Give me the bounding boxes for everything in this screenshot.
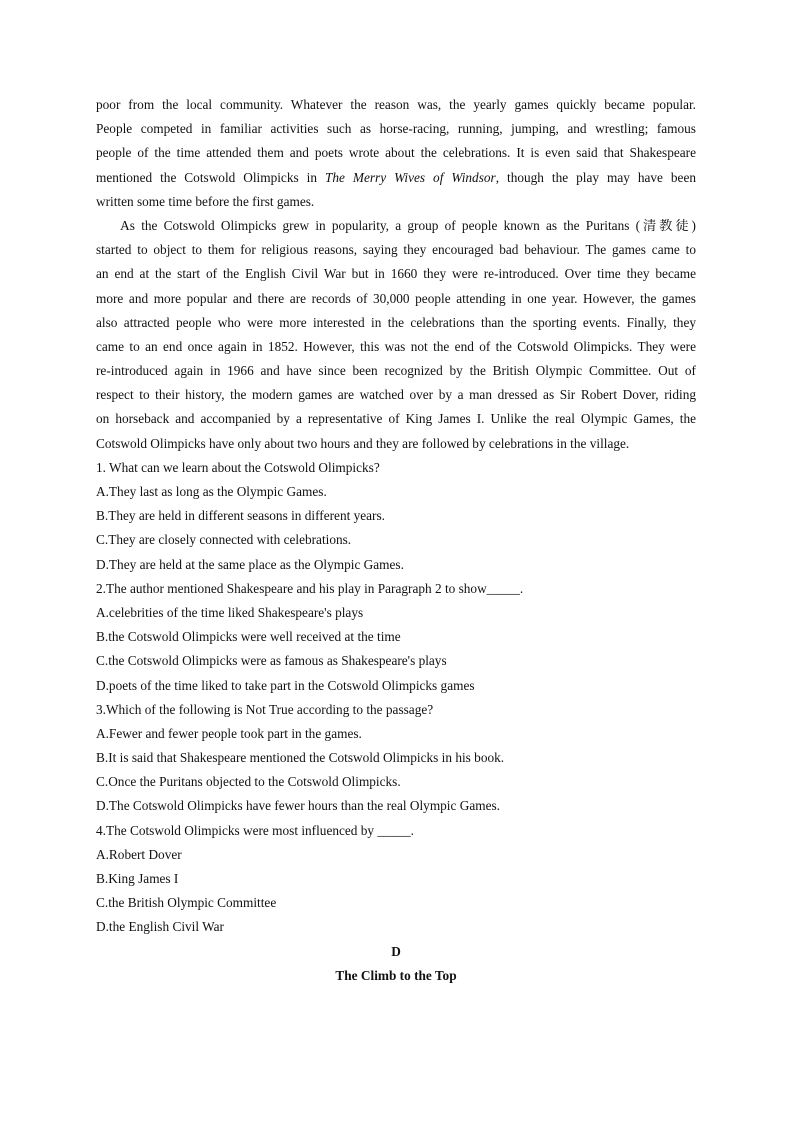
passage-line: also attracted people who were more interested in the celebrations than the sporting events. Finally, they [96, 314, 696, 330]
answer-option: C.They are closely connected with celebrations. [96, 532, 352, 548]
passage-line: started to object to them for religious reasons, saying they encouraged bad behaviour. The games came to [96, 242, 696, 258]
passage-line [96, 166, 696, 190]
answer-option: C.Once the Puritans objected to the Cotswold Olimpicks. [96, 774, 401, 790]
question-stem: 4.The Cotswold Olimpicks were most influenced by _____. [96, 822, 414, 838]
answer-option: B.King James I [96, 871, 179, 886]
passage-line: an end at the start of the English Civil War but in 1660 they were re-introduced. Over time they became [96, 266, 696, 282]
passage-line: Cotswold Olimpicks have only about two hours and they are followed by celebrations in the village. [96, 435, 630, 451]
question-1 [96, 456, 696, 577]
reading-passage [96, 93, 696, 456]
passage-text: , though the play may have been [495, 169, 697, 185]
section-letter: D [391, 944, 401, 959]
question-stem: 1. What can we learn about the Cotswold Olimpicks? [96, 459, 380, 475]
section-title: The Climb to the Top [335, 968, 457, 983]
question-4 [96, 819, 696, 940]
answer-option: B.the Cotswold Olimpicks were well received at the time [96, 629, 401, 645]
question-stem: 3.Which of the following is Not True according to the passage? [96, 701, 434, 717]
passage-line: on horseback and accompanied by a representative of King James I. Unlike the real Olympic Games, the [96, 411, 696, 427]
passage-line: poor from the local community. Whatever the reason was, the yearly games quickly became popular. [96, 97, 696, 112]
passage-line: As the Cotswold Olimpicks grew in popularity, a group of people known as the Puritans (清教徒) [96, 217, 696, 233]
answer-option: A.Robert Dover [96, 846, 182, 862]
answer-option: C.the British Olympic Committee [96, 895, 277, 911]
answer-option: D.The Cotswold Olimpicks have fewer hours than the real Olympic Games. [96, 798, 500, 814]
passage-line: re-introduced again in 1966 and have since been recognized by the British Olympic Committee. Out of [96, 363, 696, 379]
answer-option: C.the Cotswold Olimpicks were as famous as Shakespeare's plays [96, 653, 447, 669]
answer-option: D.the English Civil War [96, 919, 224, 935]
answer-option: D.poets of the time liked to take part in the Cotswold Olimpicks games [96, 677, 475, 693]
answer-option: B.They are held in different seasons in different years. [96, 508, 385, 524]
question-stem: 2.The author mentioned Shakespeare and his play in Paragraph 2 to show_____. [96, 580, 524, 596]
passage-line: more and more popular and there are records of 30,000 people attending in one year. However, the games [96, 290, 696, 306]
answer-option: A.celebrities of the time liked Shakespeare's plays [96, 604, 364, 620]
passage-line: people of the time attended them and poets wrote about the celebrations. It is even said that Shakespeare [96, 145, 696, 161]
question-3 [96, 698, 696, 819]
question-2 [96, 577, 696, 698]
passage-line: respect to their history, the modern games are watched over by a man dressed as Sir Robert Dover, riding [96, 387, 696, 403]
passage-line: came to an end once again in 1852. However, this was not the end of the Cotswold Olimpicks. They were [96, 338, 696, 354]
answer-option: B.It is said that Shakespeare mentioned the Cotswold Olimpicks in his book. [96, 750, 505, 766]
play-title: The Merry Wives of Windsor [324, 169, 496, 185]
document-body [96, 93, 696, 940]
passage-line: People competed in familiar activities such as horse-racing, running, jumping, and wrestling; famous [96, 121, 696, 137]
answer-option: A.They last as long as the Olympic Games. [96, 484, 327, 499]
passage-text: mentioned the Cotswold Olimpicks in [96, 169, 325, 185]
passage-line: written some time before the first games. [96, 193, 315, 209]
answer-option: A.Fewer and fewer people took part in the games. [96, 725, 362, 741]
answer-option: D.They are held at the same place as the Olympic Games. [96, 556, 404, 572]
